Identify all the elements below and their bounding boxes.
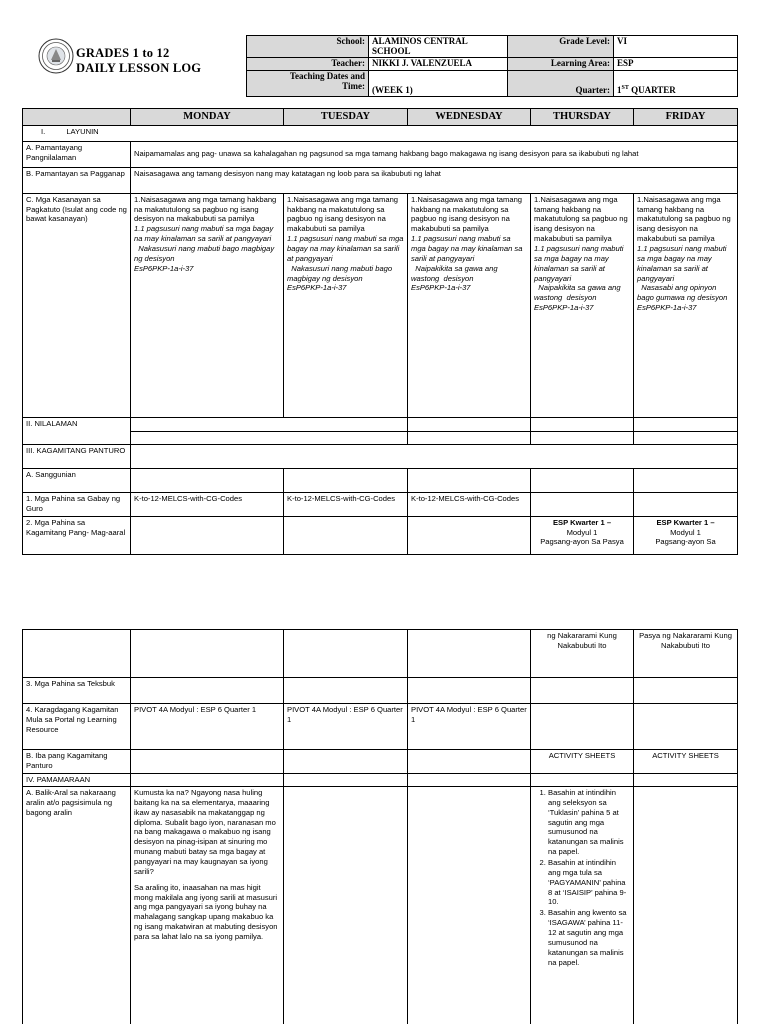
- learning-area-value: ESP: [614, 57, 738, 70]
- iba-thursday: ACTIVITY SHEETS: [531, 750, 634, 774]
- kagamitan-label: III. KAGAMITANG PANTURO: [23, 444, 131, 468]
- iba-friday: ACTIVITY SHEETS: [634, 750, 738, 774]
- school-label: School:: [247, 36, 369, 58]
- gabay-wednesday: K-to-12-MELCS-with-CG-Codes: [408, 492, 531, 516]
- corner-cell: [23, 109, 131, 126]
- kagamitang-thursday-cont: ng Nakararami Kung Nakabubuti Ito: [531, 630, 634, 678]
- lesson-log-table: [22, 108, 738, 555]
- kagamitang-friday-cont: Pasya ng Nakararami Kung Nakabubuti Ito: [634, 630, 738, 678]
- learning-area-label: Learning Area:: [508, 57, 614, 70]
- quarter-label: Quarter:: [508, 70, 614, 96]
- deped-seal-icon: [38, 38, 74, 74]
- balik-aral-monday: Kumusta ka na? Ngayong nasa huling baitang ka na sa elementarya, maaaring ikaw ay nasasabik na makatanggap ng diploma. Subalit bago iyon, naranasan mo na bang makagawa o makabuo ng isang desisyon na pinag-isipan at sinuring mo munang mabuti batay sa mga bagay at pangyayari na may kaugnayan sa iyong sarili? Sa araling ito, inaasahan na mas higit mong makilala ang iyong sarili at masusuri ang mga pangyayari sa iyong buhay na mahalagang sangkap upang makabuo ka ng isang makatwiran at mabuting desisyon para sa lahat lalo na sa iyong pamilya.: [131, 787, 284, 1024]
- kasanayan-row: [23, 193, 738, 417]
- gabay-label: 1. Mga Pahina sa Gabay ng Guro: [23, 492, 131, 516]
- kasanayan-thursday: 1.Naisasagawa ang mga tamang hakbang na makatutulong sa pagbuo ng isang desisyon na makabubuti sa pamilya 1.1 pagsusuri nang mabuti sa mga bagay na may kinalaman sa sarili at pangyayari Naipakikita sa gawa ang wastong desisyon EsP6PKP-1a-i-37: [531, 193, 634, 417]
- iba-label: B. Iba pang Kagamitang Panturo: [23, 750, 131, 774]
- teacher-label: Teacher:: [247, 57, 369, 70]
- day-monday: MONDAY: [131, 109, 284, 126]
- gabay-tuesday: K-to-12-MELCS-with-CG-Codes: [284, 492, 408, 516]
- teaching-dates-value: (WEEK 1): [369, 70, 508, 96]
- sanggunian-label: A. Sanggunian: [23, 468, 131, 492]
- nilalaman-label: II. NILALAMAN: [23, 417, 131, 444]
- kasanayan-tuesday: 1.Naisasagawa ang mga tamang hakbang na makatutulong sa pagbuo ng isang desisyon na makabubuti sa pamilya 1.1 pagsusuri nang mabuti sa mga bagay na may kinalaman sa sarili at pangyayari Nakasusuri nang mabuti bago magbigay ng desisyon EsP6PKP-1a-i-37: [284, 193, 408, 417]
- day-header-row: [23, 109, 738, 126]
- karagdagang-tuesday: PIVOT 4A Modyul : ESP 6 Quarter 1: [284, 704, 408, 750]
- activity-item: 2. Basahin at intindihin ang mga tula sa ‘PAGYAMANIN’ pahina 8 at ‘ISAISIP’ pahina 9-10.: [548, 858, 630, 907]
- kagamitang-thursday: ESP Kwarter 1 – Modyul 1 Pagsang-ayon Sa Pasya: [531, 516, 634, 554]
- kasanayan-wednesday: 1.Naisasagawa ang mga tamang hakbang na makatutulong sa pagbuo ng isang desisyon na makabubuti sa pamilya 1.1 pagsusuri nang mabuti sa mga bagay na may kinalaman sa sarili at pangyayari Naipakikita sa gawa ang wastong desisyon EsP6PKP-1a-i-37: [408, 193, 531, 417]
- karagdagang-monday: PIVOT 4A Modyul : ESP 6 Quarter 1: [131, 704, 284, 750]
- day-thursday: THURSDAY: [531, 109, 634, 126]
- teksbuk-label: 3. Mga Pahina sa Teksbuk: [23, 678, 131, 704]
- header-info-table: [246, 35, 738, 97]
- kasanayan-label: C. Mga Kasanayan sa Pagkatuto (Isulat ang code ng bawat kasanayan): [23, 193, 131, 417]
- kagamitang-label: 2. Mga Pahina sa Kagamitang Pang- Mag-aaral: [23, 516, 131, 554]
- balik-aral-label: A. Balik-Aral sa nakaraang aralin at/o pagsisimula ng bagong aralin: [23, 787, 131, 1024]
- day-wednesday: WEDNESDAY: [408, 109, 531, 126]
- section-layunin: I. LAYUNIN: [23, 125, 738, 141]
- pamantayang-label: A. Pamantayang Pangnilalaman: [23, 141, 131, 167]
- balik-aral-row: [23, 787, 738, 1024]
- grade-level-label: Grade Level:: [508, 36, 614, 58]
- balik-aral-thursday: [531, 787, 634, 1024]
- teacher-value: NIKKI J. VALENZUELA: [369, 57, 508, 70]
- lesson-log-table-continued: [22, 629, 738, 1024]
- pamamaraan-label: IV. PAMAMARAAN: [23, 774, 131, 787]
- dll-title-line1: GRADES 1 to 12: [76, 46, 170, 60]
- activity-item: 3. Basahin ang kwento sa ‘ISAGAWA’ pahina 11-12 at sagutin ang mga sumusunod na katanungan sa malinis na papel.: [548, 908, 630, 967]
- grade-level-value: VI: [614, 36, 738, 58]
- kagamitang-friday: ESP Kwarter 1 – Modyul 1 Pagsang-ayon Sa: [634, 516, 738, 554]
- activity-item: 1. Basahin at intindihin ang seleksyon sa ‘Tuklasin’ pahina 5 at sagutin ang mga sumusunod na katanungan sa malinis na papel.: [548, 788, 630, 857]
- school-value: ALAMINOS CENTRAL SCHOOL: [369, 36, 508, 58]
- kasanayan-friday: 1.Naisasagawa ang mga tamang hakbang na makatutulong sa pagbuo ng isang desisyon na makabubuti sa pamilya 1.1 pagsusuri nang mabuti sa mga bagay na may kinalaman sa sarili at pangyayari Nasasabi ang opinyon bago gumawa ng desisyon EsP6PKP-1a-i-37: [634, 193, 738, 417]
- quarter-value: 1ST QUARTER: [614, 70, 738, 96]
- pamantayang-text: Naipamamalas ang pag- unawa sa kahalagahan ng pagsunod sa mga tamang hakbang bago makagawa ng isang desisyon para sa ikabubuti ng lahat: [131, 141, 738, 167]
- dll-title-line2: DAILY LESSON LOG: [76, 61, 202, 75]
- day-friday: FRIDAY: [634, 109, 738, 126]
- karagdagang-label: 4. Karagdagang Kagamitan Mula sa Portal ng Learning Resource: [23, 704, 131, 750]
- kasanayan-monday: 1.Naisasagawa ang mga tamang hakbang na makatutulong sa pagbuo ng isang desisyon na makabubuti sa pamilya 1.1 pagsusuri nang mabuti sa mga bagay na may kinalaman sa sarili at pangyayari Nakasusuri nang mabuti bago magbigay ng desisyon EsP6PKP-1a-i-37: [131, 193, 284, 417]
- pagganap-label: B. Pamantayan sa Pagganap: [23, 167, 131, 193]
- day-tuesday: TUESDAY: [284, 109, 408, 126]
- karagdagang-wednesday: PIVOT 4A Modyul : ESP 6 Quarter 1: [408, 704, 531, 750]
- pagganap-text: Naisasagawa ang tamang desisyon nang may katatagan ng loob para sa ikabubuti ng lahat: [131, 167, 738, 193]
- teaching-dates-label: Teaching Dates and Time:: [247, 70, 369, 96]
- gabay-monday: K-to-12-MELCS-with-CG-Codes: [131, 492, 284, 516]
